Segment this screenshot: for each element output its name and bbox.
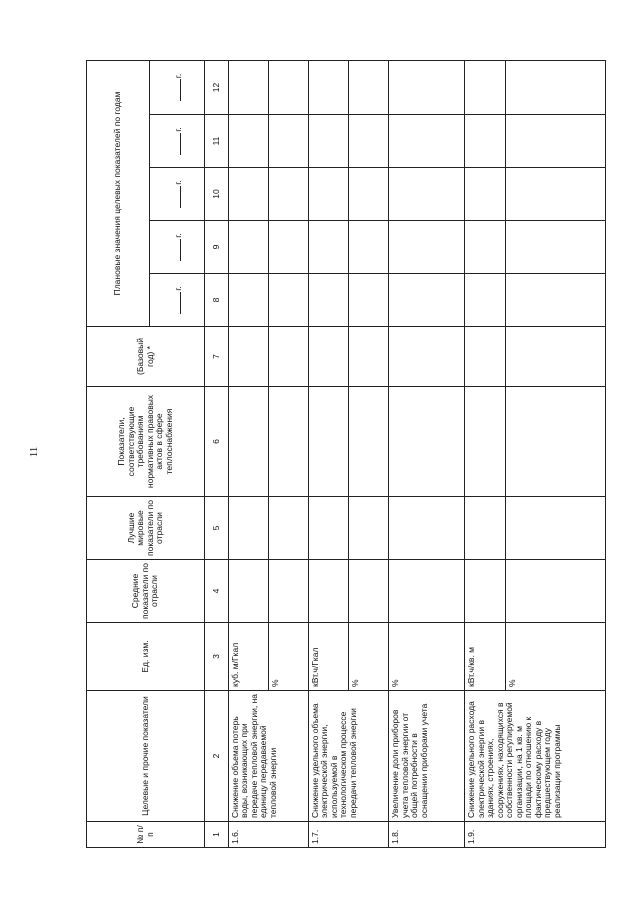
row-unit: кВт.ч/кв. м bbox=[465, 623, 505, 691]
page-number: 11 bbox=[28, 446, 40, 458]
header-year-4: г. bbox=[150, 115, 205, 168]
table-row bbox=[389, 60, 465, 847]
header-num: № п/п bbox=[87, 822, 205, 848]
table-row bbox=[308, 60, 348, 847]
row-num: 1.6. bbox=[228, 822, 308, 848]
header-best: Лучшие мировые показатели по отрасли bbox=[87, 497, 205, 560]
table-row bbox=[228, 60, 268, 847]
row-num: 1.9. bbox=[465, 822, 606, 848]
header-indicators: Целевые и прочие показатели bbox=[87, 691, 205, 822]
col-number: 10 bbox=[205, 168, 228, 221]
header-year-5: г. bbox=[150, 60, 205, 114]
col-number: 12 bbox=[205, 60, 228, 114]
col-number: 3 bbox=[205, 623, 228, 691]
header-year-2: г. bbox=[150, 221, 205, 274]
row-name: Увеличение доли приборов учета тепловой энергии от общей потребности в оснащении приборами учета bbox=[389, 691, 465, 822]
header-year-1: г. bbox=[150, 274, 205, 327]
target-indicators-table bbox=[86, 60, 606, 848]
col-number: 9 bbox=[205, 221, 228, 274]
row-unit: % bbox=[268, 623, 308, 691]
row-unit: % bbox=[389, 623, 465, 691]
row-num: 1.7. bbox=[308, 822, 388, 848]
targets-table-wrapper bbox=[86, 61, 640, 844]
row-num: 1.8. bbox=[389, 822, 465, 848]
row-name: Снижение удельного расхода электрической энергии в зданиях, строениях, сооружениях, находящихся в собственности регулируемой организации, на 1 кв. м площади по отношению к фактическому расходу в предшествующем году реализации программы bbox=[465, 691, 606, 822]
col-number: 4 bbox=[205, 560, 228, 623]
header-base-year: (Базовый год) * bbox=[87, 327, 205, 387]
header-planned: Плановые значения целевых показателей по годам bbox=[87, 60, 150, 326]
row-unit: куб. м/Гкал bbox=[228, 623, 268, 691]
col-number: 1 bbox=[205, 822, 228, 848]
header-regulatory: Показатели, соответствующие требованиям нормативных правовых актов в сфере теплоснабжения bbox=[87, 387, 205, 497]
col-number: 7 bbox=[205, 327, 228, 387]
row-name: Снижение объема потерь воды, возникающих при передаче тепловой энергии, на единицу передаваемой тепловой энергии bbox=[228, 691, 308, 822]
table-row bbox=[465, 60, 505, 847]
col-number: 6 bbox=[205, 387, 228, 497]
row-unit: кВт.ч/Гкал bbox=[308, 623, 348, 691]
col-number: 11 bbox=[205, 115, 228, 168]
col-number: 5 bbox=[205, 497, 228, 560]
header-unit: Ед. изм. bbox=[87, 623, 205, 691]
row-name: Снижение удельного объема электрической энергии, используемой в технологическом процессе передачи тепловой энергии bbox=[308, 691, 388, 822]
row-unit: % bbox=[348, 623, 388, 691]
header-year-3: г. bbox=[150, 168, 205, 221]
row-unit: % bbox=[505, 623, 606, 691]
col-number: 2 bbox=[205, 691, 228, 822]
col-number: 8 bbox=[205, 274, 228, 327]
header-avg: Средние показатели по отрасли bbox=[87, 560, 205, 623]
